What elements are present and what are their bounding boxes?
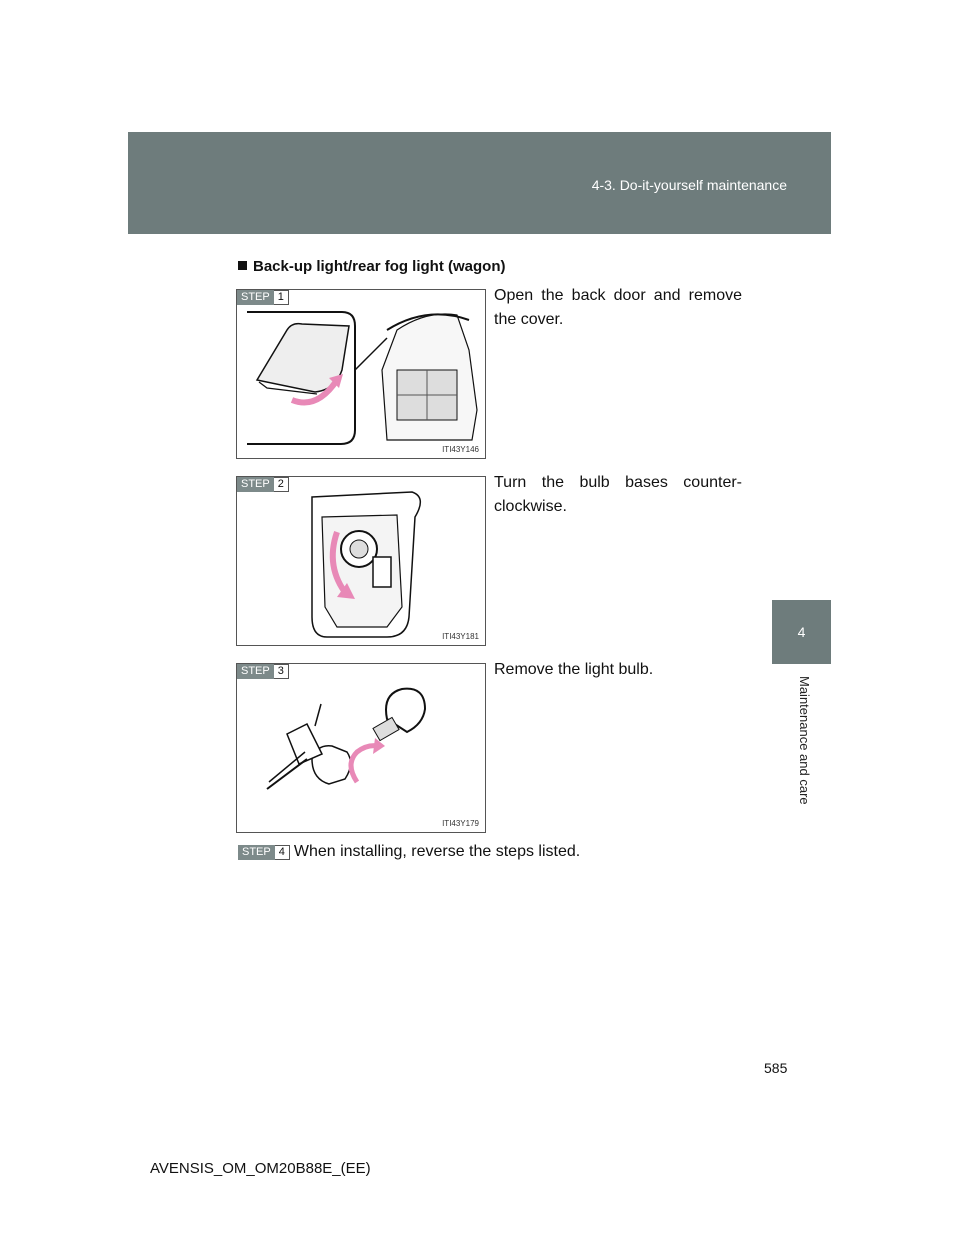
step-number: 3 xyxy=(274,664,289,679)
step-4-badge xyxy=(238,845,290,860)
page-number: 585 xyxy=(764,1060,788,1076)
step-4 xyxy=(238,843,580,861)
page-header xyxy=(128,132,831,234)
step-2-text: Turn the bulb bases counter-clockwise. xyxy=(494,474,742,515)
step-number: 2 xyxy=(274,477,289,492)
section-title-text: Back-up light/rear fog light (wagon) xyxy=(253,258,506,275)
figure-code: ITI43Y181 xyxy=(442,632,479,641)
step-2-badge xyxy=(237,477,289,492)
remove-bulb-illustration xyxy=(237,664,485,832)
step-3-text: Remove the light bulb. xyxy=(494,661,654,678)
bulb-base-illustration xyxy=(237,477,485,645)
chapter-number: 4 xyxy=(797,624,806,640)
step-label: STEP xyxy=(238,845,275,860)
step-label: STEP xyxy=(237,477,274,492)
step-1-badge xyxy=(237,290,289,305)
header-section-title: 4-3. Do-it-yourself maintenance xyxy=(591,177,787,193)
open-back-door-illustration xyxy=(237,290,485,458)
figure-code: ITI43Y179 xyxy=(442,819,479,828)
step-4-text: When installing, reverse the steps listed. xyxy=(293,843,581,860)
step-3-badge xyxy=(237,664,289,679)
figure-code: ITI43Y146 xyxy=(442,445,479,454)
figure-step-1 xyxy=(236,289,486,459)
square-bullet-icon xyxy=(238,261,247,270)
step-label: STEP xyxy=(237,664,274,679)
step-number: 1 xyxy=(274,290,289,305)
document-footer: AVENSIS_OM_OM20B88E_(EE) xyxy=(150,1160,371,1177)
section-title xyxy=(238,258,506,275)
chapter-label: Maintenance and care xyxy=(797,676,812,805)
figure-step-3 xyxy=(236,663,486,833)
step-number: 4 xyxy=(275,845,290,860)
step-label: STEP xyxy=(237,290,274,305)
step-1-text: Open the back door and remove the cover. xyxy=(494,287,742,328)
figure-step-2 xyxy=(236,476,486,646)
chapter-tab xyxy=(772,600,831,664)
